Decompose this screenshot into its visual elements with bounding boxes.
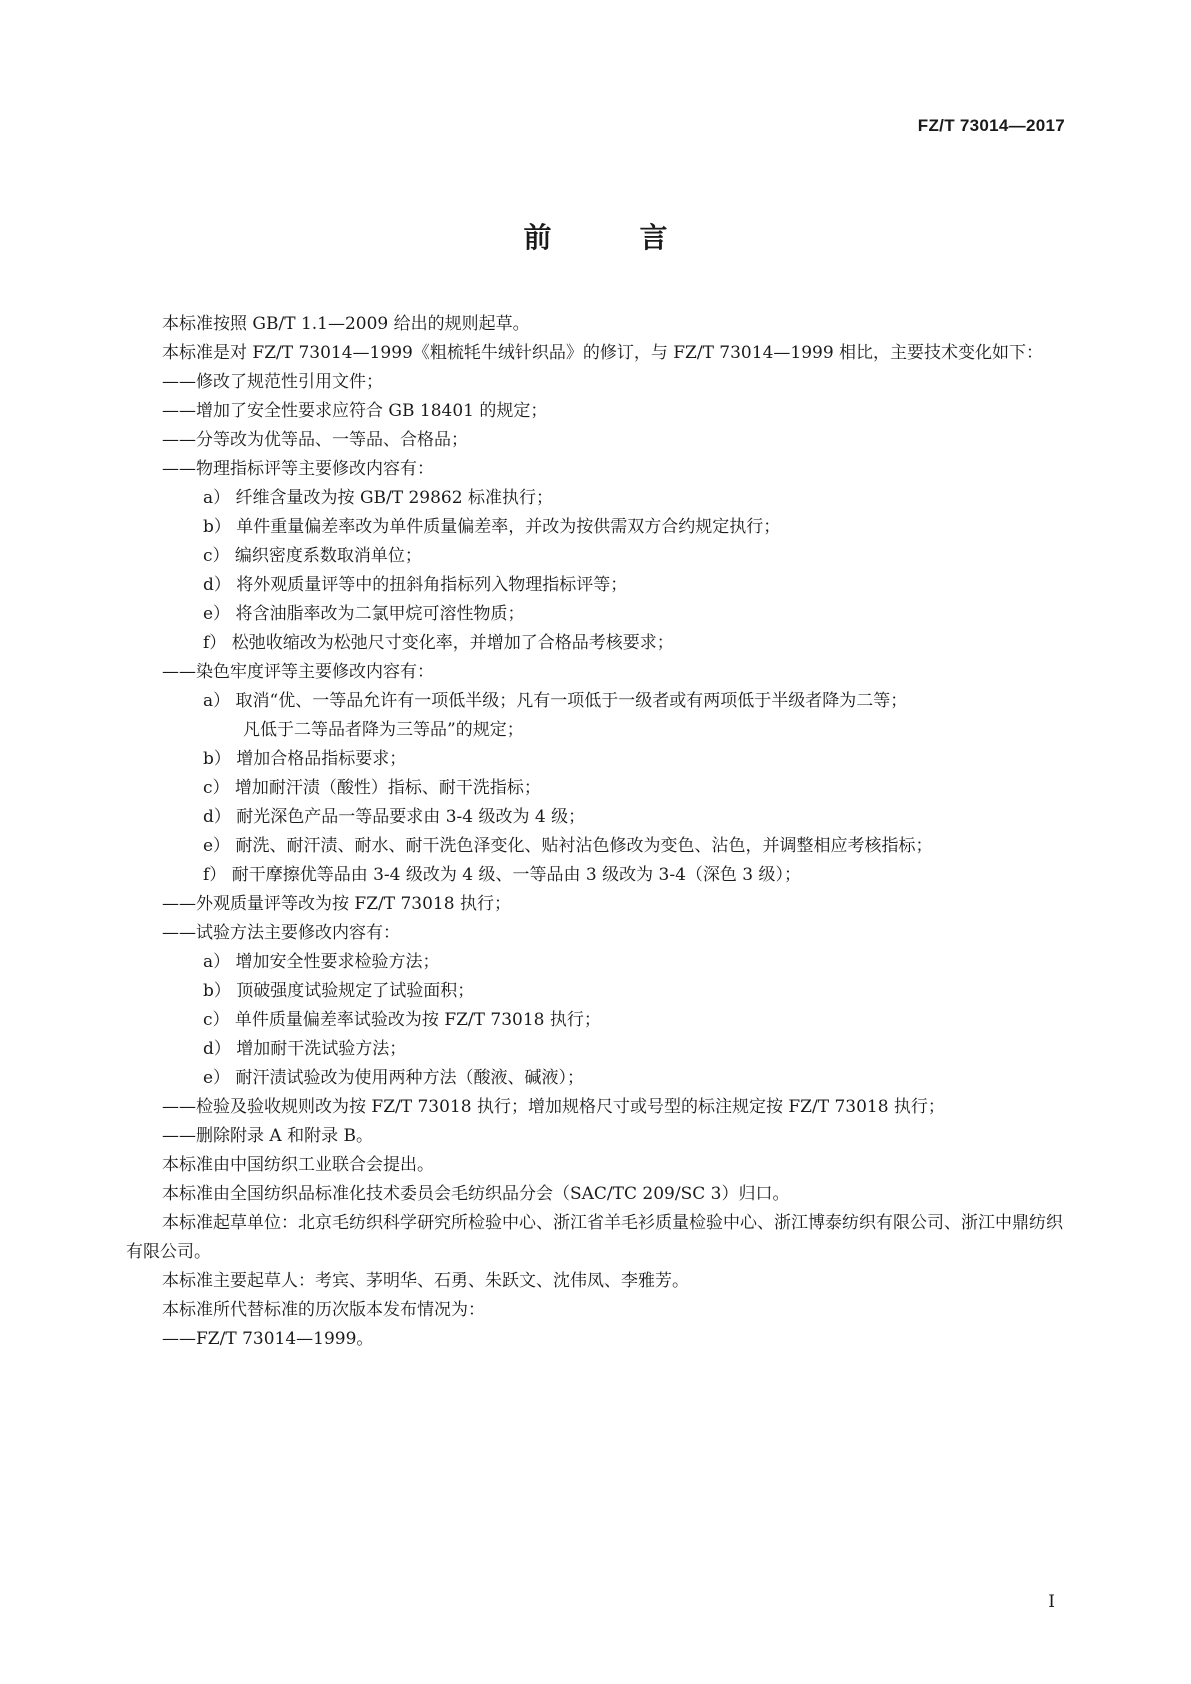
foreword-body bbox=[126, 310, 1068, 1354]
paragraph: 本标准由中国纺织工业联合会提出。 bbox=[162, 1155, 434, 1175]
dash-item: ——修改了规范性引用文件； bbox=[162, 372, 383, 392]
paragraph: 本标准按照 GB/T 1.1—2009 给出的规则起草。 bbox=[162, 314, 530, 334]
sub-item: d） 将外观质量评等中的扭斜角指标列入物理指标评等； bbox=[203, 575, 628, 595]
sub-item: a） 增加安全性要求检验方法； bbox=[203, 952, 440, 972]
dash-item: ——外观质量评等改为按 FZ/T 73018 执行； bbox=[162, 894, 511, 914]
sub-item: e） 将含油脂率改为二氯甲烷可溶性物质； bbox=[203, 604, 525, 624]
dash-item: ——FZ/T 73014—1999。 bbox=[162, 1329, 374, 1349]
sub-item: b） 单件重量偏差率改为单件质量偏差率，并改为按供需双方合约规定执行； bbox=[203, 517, 781, 537]
sub-item: e） 耐汗渍试验改为使用两种方法（酸液、碱液）； bbox=[203, 1068, 584, 1088]
sub-item: d） 增加耐干洗试验方法； bbox=[203, 1039, 407, 1059]
sub-item: b） 增加合格品指标要求； bbox=[203, 749, 407, 769]
sub-item: c） 单件质量偏差率试验改为按 FZ/T 73018 执行； bbox=[203, 1010, 601, 1030]
sub-item: d） 耐光深色产品一等品要求由 3-4 级改为 4 级； bbox=[203, 807, 586, 827]
dash-item: ——检验及验收规则改为按 FZ/T 73018 执行；增加规格尺寸或号型的标注规定按 FZ/T 73018 执行； bbox=[162, 1097, 945, 1117]
sub-item-continuation: 凡低于二等品者降为三等品”的规定； bbox=[243, 720, 524, 740]
sub-item: f） 松弛收缩改为松弛尺寸变化率，并增加了合格品考核要求； bbox=[203, 633, 674, 653]
dash-item: ——删除附录 A 和附录 B。 bbox=[162, 1126, 373, 1146]
sub-item: b） 顶破强度试验规定了试验面积； bbox=[203, 981, 475, 1001]
standard-code: FZ/T 73014—2017 bbox=[917, 116, 1065, 135]
sub-item: c） 编织密度系数取消单位； bbox=[203, 546, 422, 566]
sub-item: e） 耐洗、耐汗渍、耐水、耐干洗色泽变化、贴衬沾色修改为变色、沾色，并调整相应考核指标； bbox=[203, 836, 933, 856]
paragraph: 本标准主要起草人：考宾、茅明华、石勇、朱跃文、沈伟凤、李雅芳。 bbox=[162, 1271, 689, 1291]
page-title: 前 言 bbox=[523, 221, 698, 254]
paragraph: 本标准由全国纺织品标准化技术委员会毛纺织品分会（SAC/TC 209/SC 3）归口。 bbox=[162, 1184, 790, 1204]
sub-item: a） 取消“优、一等品允许有一项低半级；凡有一项低于一级者或有两项低于半级者降为二等； bbox=[203, 691, 908, 711]
sub-item: f） 耐干摩擦优等品由 3-4 级改为 4 级、一等品由 3 级改为 3-4（深色 3 级）； bbox=[203, 865, 802, 885]
sub-item: c） 增加耐汗渍（酸性）指标、耐干洗指标； bbox=[203, 778, 541, 798]
dash-item: ——染色牢度评等主要修改内容有： bbox=[162, 662, 434, 682]
page-number: I bbox=[1048, 1592, 1055, 1612]
dash-item: ——物理指标评等主要修改内容有： bbox=[162, 459, 434, 479]
paragraph: 本标准起草单位：北京毛纺织科学研究所检验中心、浙江省羊毛衫质量检验中心、浙江博泰纺织有限公司、浙江中鼎纺织有限公司。 bbox=[126, 1213, 1063, 1262]
paragraph: 本标准是对 FZ/T 73014—1999《粗梳牦牛绒针织品》的修订，与 FZ/T 73014—1999 相比，主要技术变化如下： bbox=[162, 343, 1044, 363]
paragraph: 本标准所代替标准的历次版本发布情况为： bbox=[162, 1300, 485, 1320]
dash-item: ——分等改为优等品、一等品、合格品； bbox=[162, 430, 468, 450]
dash-item: ——试验方法主要修改内容有： bbox=[162, 923, 400, 943]
sub-item: a） 纤维含量改为按 GB/T 29862 标准执行； bbox=[203, 488, 553, 508]
dash-item: ——增加了安全性要求应符合 GB 18401 的规定； bbox=[162, 401, 548, 421]
